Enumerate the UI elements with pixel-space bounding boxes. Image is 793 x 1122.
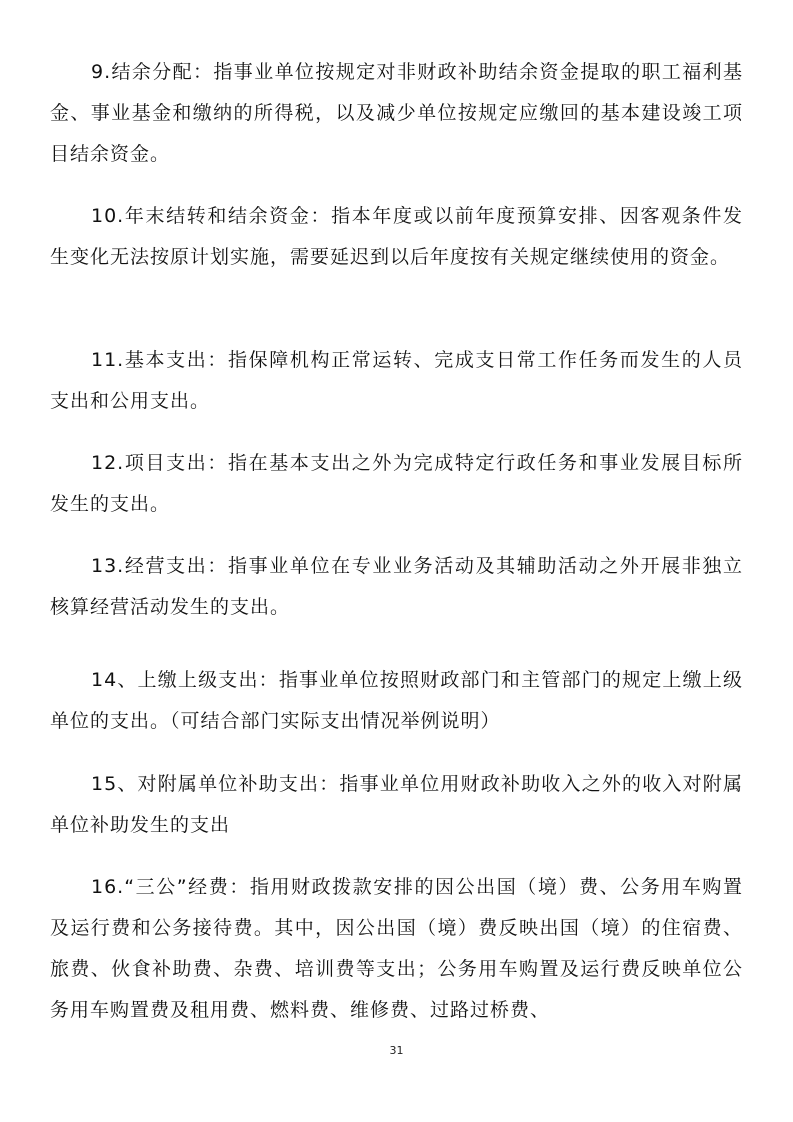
paragraph-11-basic-expenditure: 11.基本支出：指保障机构正常运转、完成支日常工作任务而发生的人员支出和公用支出。 (50, 349, 743, 412)
paragraph-9-surplus-distribution: 9.结余分配：指事业单位按规定对非财政补助结余资金提取的职工福利基金、事业基金和缴纳的所得税，以及减少单位按规定应缴回的基本建设竣工项目结余资金。 (50, 61, 743, 165)
paragraph-16-three-public-expenses: 16.“三公”经费：指用财政拨款安排的因公出国（境）费、公务用车购置及运行费和公务接待费。其中，因公出国（境）费反映出国（境）的住宿费、旅费、伙食补助费、杂费、培训费等支出；公务用车购置及运行费反映单位公务用车购置费及租用费、燃料费、维修费、过路过桥费、 (50, 876, 743, 1021)
paragraph-13-operating-expenditure: 13.经营支出：指事业单位在专业业务活动及其辅助活动之外开展非独立核算经营活动发生的支出。 (50, 555, 743, 618)
paragraph-14-remittance-to-superior: 14、上缴上级支出：指事业单位按照财政部门和主管部门的规定上缴上级单位的支出。（可结合部门实际支出情况举例说明） (50, 669, 743, 732)
paragraph-10-year-end-carryover: 10.年末结转和结余资金：指本年度或以前年度预算安排、因客观条件发生变化无法按原计划实施，需要延迟到以后年度按有关规定继续使用的资金。 (50, 205, 743, 268)
page-number: 31 (389, 1044, 404, 1057)
paragraph-12-project-expenditure: 12.项目支出：指在基本支出之外为完成特定行政任务和事业发展目标所发生的支出。 (50, 452, 743, 515)
paragraph-15-subsidy-to-affiliates: 15、对附属单位补助支出：指事业单位用财政补助收入之外的收入对附属单位补助发生的支出 (50, 773, 743, 836)
